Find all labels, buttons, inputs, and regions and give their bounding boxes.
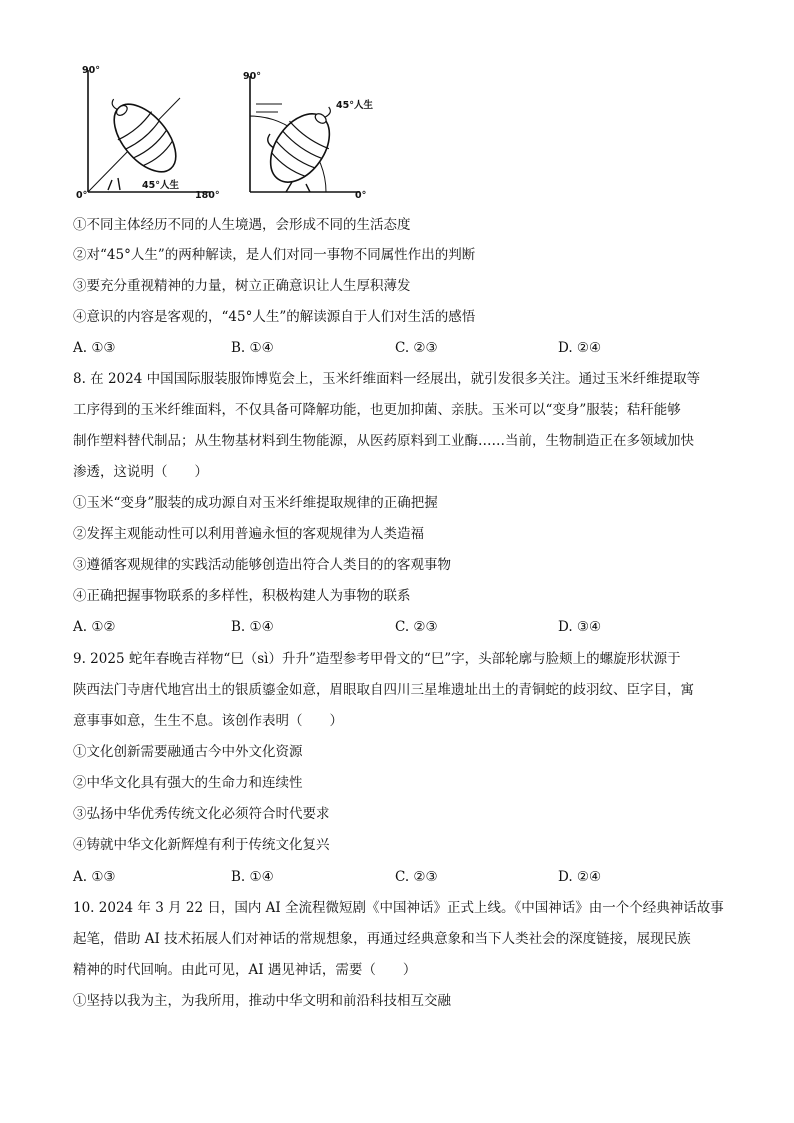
q9-option-d[interactable]: D. ②④ xyxy=(558,869,602,885)
q9-statement-4: ④铸就中华文化新辉煌有利于传统文化复兴 xyxy=(73,837,330,853)
q8-option-d[interactable]: D. ③④ xyxy=(558,619,602,635)
q9-stem-line-1: 9. 2025 蛇年春晚吉祥物“巳（sì）升升”造型参考甲骨文的“巳”字，头部轮廓与脸颊上的螺旋形状源于 xyxy=(73,651,681,667)
q9-statement-1: ①文化创新需要融通古今中外文化资源 xyxy=(73,744,303,760)
q7-options xyxy=(73,339,733,357)
q9-statement-3: ③弘扬中华优秀传统文化必须符合时代要求 xyxy=(73,806,330,822)
q8-stem-line-4: 渗透，这说明（ ） xyxy=(73,464,208,480)
q9-options xyxy=(73,868,733,886)
q8-option-a[interactable]: A. ①② xyxy=(73,619,116,635)
q7-option-c[interactable]: C. ②③ xyxy=(395,340,438,356)
q7-statement-4: ④意识的内容是客观的，“45°人生”的解读源自于人们对生活的感悟 xyxy=(73,309,476,325)
q7-statement-2: ②对“45°人生”的两种解读，是人们对同一事物不同属性作出的判断 xyxy=(73,247,476,263)
right-top-label: 90° xyxy=(243,71,261,82)
right-end-label: 0° xyxy=(355,190,367,201)
q8-statement-4: ④正确把握事物联系的多样性，积极构建人为事物的联系 xyxy=(73,588,411,604)
q7-statement-3: ③要充分重视精神的力量，树立正确意识让人生厚积薄发 xyxy=(73,278,411,294)
q9-stem-line-3: 意事事如意，生生不息。该创作表明（ ） xyxy=(73,713,343,729)
q8-option-b[interactable]: B. ①④ xyxy=(231,619,274,635)
q8-statement-3: ③遵循客观规律的实践活动能够创造出符合人类目的的客观事物 xyxy=(73,557,451,573)
q8-stem-line-3: 制作塑料替代制品；从生物基材料到生物能源，从医药原料到工业酶……当前，生物制造正在多领域加快 xyxy=(73,433,694,449)
cartoon-figure xyxy=(60,58,400,208)
q9-option-c[interactable]: C. ②③ xyxy=(395,869,438,885)
q9-option-a[interactable]: A. ①③ xyxy=(73,869,116,885)
left-top-label: 90° xyxy=(82,65,100,76)
q9-statement-2: ②中华文化具有强大的生命力和连续性 xyxy=(73,775,303,791)
q8-statement-1: ①玉米“变身”服装的成功源自对玉米纤维提取规律的正确把握 xyxy=(73,495,438,511)
q7-option-d[interactable]: D. ②④ xyxy=(558,340,602,356)
cocoon-character-right-icon xyxy=(259,93,349,193)
q8-stem-line-2: 工序得到的玉米纤维面料，不仅具备可降解功能，也更加抑菌、亲肤。玉米可以“变身”服装；秸秆能够 xyxy=(73,402,681,418)
q8-options xyxy=(73,618,733,636)
q10-stem-line-2: 起笔，借助 AI 技术拓展人们对神话的常规想象，再通过经典意象和当下人类社会的深度链接，展现民族 xyxy=(73,931,691,947)
q7-option-a[interactable]: A. ①③ xyxy=(73,340,116,356)
q8-statement-2: ②发挥主观能动性可以利用普遍永恒的客观规律为人类造福 xyxy=(73,526,424,542)
q10-stem-line-3: 精神的时代回响。由此可见，AI 遇见神话，需要（ ） xyxy=(73,962,417,978)
cocoon-character-left-icon xyxy=(96,86,188,183)
left-origin-label: 0° xyxy=(76,190,88,201)
q10-stem-line-1: 10. 2024 年 3 月 22 日，国内 AI 全流程微短剧《中国神话》正式上线。《中国神话》由一个个经典神话故事 xyxy=(73,900,724,916)
q8-option-c[interactable]: C. ②③ xyxy=(395,619,438,635)
left-end-label: 180° xyxy=(195,190,220,201)
q10-statement-1: ①坚持以我为主，为我所用，推动中华文明和前沿科技相互交融 xyxy=(73,993,451,1009)
q7-option-b[interactable]: B. ①④ xyxy=(231,340,274,356)
q7-statement-1: ①不同主体经历不同的人生境遇，会形成不同的生活态度 xyxy=(73,217,411,233)
q9-stem-line-2: 陕西法门寺唐代地宫出土的银质鎏金如意，眉眼取自四川三星堆遗址出土的青铜蛇的歧羽纹、臣字目，寓 xyxy=(73,682,694,698)
right-caption: 45°人生 xyxy=(336,100,373,111)
left-caption: 45°人生 xyxy=(142,180,179,191)
left-panel xyxy=(76,65,220,201)
q9-option-b[interactable]: B. ①④ xyxy=(231,869,274,885)
q8-stem-line-1: 8. 在 2024 中国国际服装服饰博览会上，玉米纤维面料一经展出，就引发很多关注。通过玉米纤维提取等 xyxy=(73,371,701,387)
right-panel xyxy=(243,71,373,201)
